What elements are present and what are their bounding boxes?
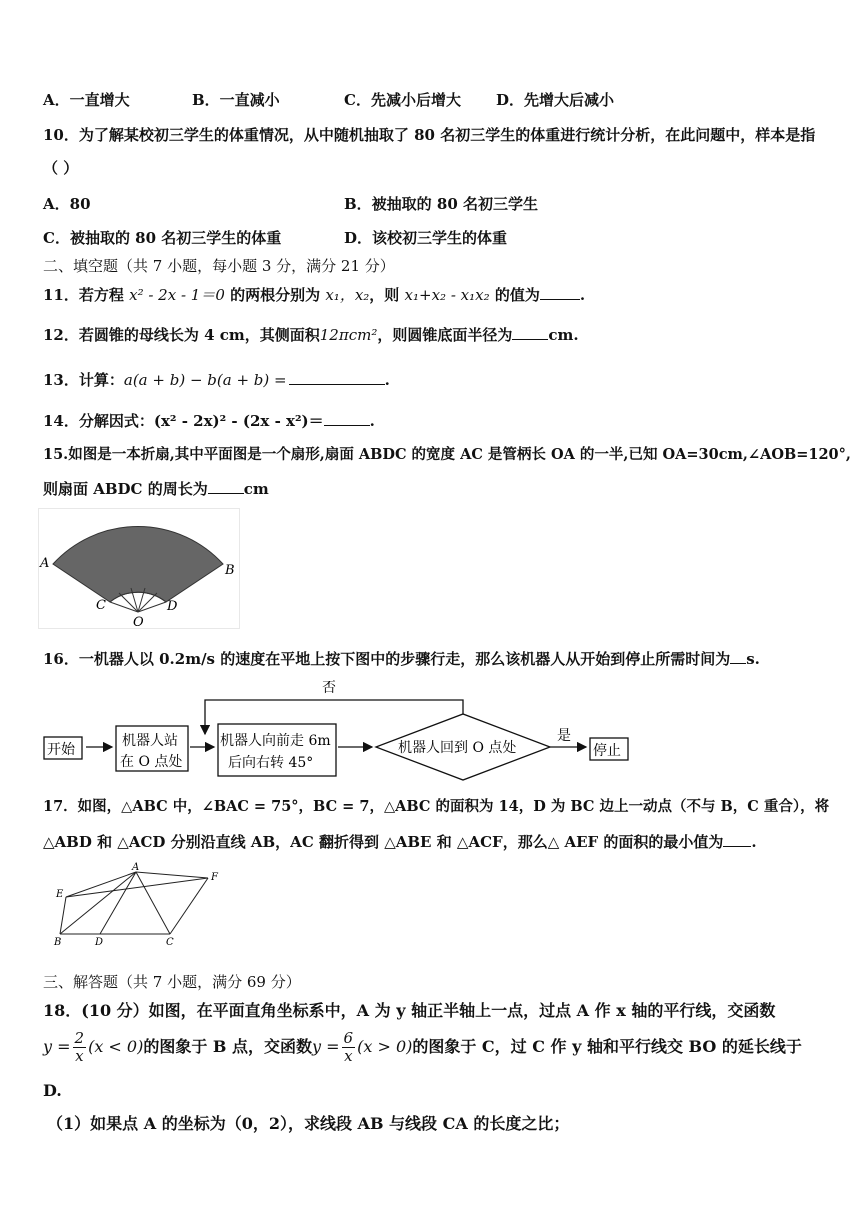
- seg-eb: [60, 897, 66, 934]
- seg-ac: [136, 872, 170, 934]
- fan-label-o: O: [133, 615, 144, 630]
- q11-expression: x₁+x₂ - x₁x₂: [404, 286, 490, 304]
- flow-stand-line2: 在 O 点处: [120, 754, 183, 770]
- q18-f1-lhs: y =: [43, 1037, 71, 1056]
- q15-stem: 15.如图是一本折扇,其中平面图是一个扇形,扇面 ABDC 的宽度 AC 是管柄长 OA 的一半,已知 OA=30cm,∠AOB=120°,: [43, 446, 851, 463]
- fan-rib: [138, 602, 166, 612]
- q10-option-d: D．该校初三学生的体重: [344, 229, 508, 247]
- fan-label-b: B: [225, 563, 235, 578]
- q16-text: 16．一机器人以 0.2m/s 的速度在平地上按下图中的步骤行走，那么该机器人从开始到停止所需时间为: [43, 650, 731, 668]
- q15-line2: 则扇面 ABDC 的周长为: [43, 480, 208, 498]
- q9-option-a: A．一直增大: [43, 91, 130, 109]
- q11-mid: 的两根分别为: [224, 286, 326, 304]
- flow-no-label: 否: [322, 680, 336, 696]
- q13: [43, 370, 390, 390]
- q11-post: 的值为: [489, 286, 540, 304]
- flow-step-line1: 机器人向前走 6m: [220, 733, 331, 749]
- flow-decision-label: 机器人回到 O 点处: [398, 740, 517, 756]
- q18-f2-condition: (x > 0): [357, 1037, 413, 1056]
- q13-end: .: [384, 371, 390, 389]
- robot-flowchart: [40, 676, 640, 788]
- q10-option-c: C．被抽取的 80 名初三学生的体重: [43, 229, 282, 247]
- q17-end: .: [751, 833, 757, 851]
- tri-label-e: E: [56, 889, 64, 900]
- q17-answer-blank: [723, 832, 751, 847]
- tri-label-d: D: [95, 937, 104, 948]
- q11-mid2: ，则: [369, 286, 405, 304]
- q11: [43, 285, 585, 305]
- q14-answer-blank: [324, 411, 370, 426]
- fan-label-a: A: [40, 556, 50, 571]
- q14: [43, 411, 375, 431]
- q9-option-c: C．先减小后增大: [344, 91, 461, 109]
- q12-prefix: 12．若圆锥的母线长为 4 cm，其侧面积: [43, 326, 320, 344]
- q12-post: ，则圆锥底面半径为: [377, 326, 513, 344]
- q9-option-d: D．先增大后减小: [496, 91, 615, 109]
- q10-stem: 10．为了解某校初三学生的体重情况，从中随机抽取了 80 名初三学生的体重进行统计分析，在此问题中，样本是指: [43, 126, 816, 144]
- triangle-figure: [48, 862, 228, 950]
- tri-label-a: A: [132, 862, 140, 873]
- q15-stem-line2: [43, 479, 269, 499]
- q16-unit: s.: [746, 650, 760, 668]
- flow-stand-line1: 机器人站: [122, 733, 178, 749]
- q12: [43, 325, 579, 345]
- q18-f1-condition: (x < 0): [88, 1037, 144, 1056]
- q16: [43, 649, 760, 669]
- q17-line2: △ABD 和 △ACD 分别沿直线 AB，AC 翻折得到 △ABE 和 △ACF，那么△ AEF 的面积的最小值为: [43, 833, 724, 851]
- q18-post: 的图象于 C，过 C 作 y 轴和平行线交 BO 的延长线于: [412, 1037, 802, 1056]
- fan-label-d: D: [167, 599, 178, 614]
- q11-end: .: [579, 286, 586, 304]
- q18-functions-line: [43, 1028, 802, 1066]
- q15-answer-blank: [208, 479, 244, 494]
- fan-face: [53, 526, 223, 602]
- q18-f1-fraction: [73, 1030, 87, 1065]
- q11-answer-blank: [540, 285, 580, 300]
- section3-title: 三、解答题（共 7 小题，满分 69 分）: [43, 973, 301, 991]
- fan-figure: [38, 508, 240, 630]
- q18-f2-fraction: [342, 1030, 356, 1065]
- q9-option-b: B．一直减小: [192, 91, 280, 109]
- seg-ab: [60, 872, 136, 934]
- q18-stem: 18．(10 分）如图，在平面直角坐标系中，A 为 y 轴正半轴上一点，过点 A 作 x 轴的平行线，交函数: [43, 1001, 776, 1020]
- seg-af: [136, 872, 208, 878]
- q18-line3: D.: [43, 1081, 62, 1100]
- flow-step-line2: 后向右转 45°: [228, 755, 314, 771]
- q12-area: 12πcm²: [319, 326, 378, 344]
- seg-fc: [170, 878, 208, 934]
- q10-answer-paren: （ ）: [43, 159, 79, 177]
- q11-roots: x₁，x₂: [325, 286, 370, 304]
- tri-label-b: B: [54, 937, 62, 948]
- q18-f1-numerator: 2: [74, 1029, 85, 1047]
- q13-expression: a(a + b) − b(a + b) =: [123, 371, 287, 389]
- q18-f1-denominator: x: [75, 1047, 84, 1065]
- q10-option-a: A．80: [43, 195, 91, 213]
- fan-label-c: C: [96, 598, 106, 613]
- q18-f2-denominator: x: [344, 1047, 353, 1065]
- q13-prefix: 13．计算：: [43, 371, 124, 389]
- tri-label-f: F: [211, 872, 218, 883]
- q11-prefix: 11．若方程: [43, 286, 130, 304]
- fan-rib: [110, 602, 138, 612]
- tri-label-c: C: [166, 937, 174, 948]
- section2-title: 二、填空题（共 7 小题，每小题 3 分，满分 21 分）: [43, 257, 395, 275]
- q16-answer-blank: [730, 649, 746, 664]
- q14-end: .: [369, 412, 375, 430]
- seg-ae: [66, 872, 136, 897]
- q12-end: cm.: [548, 326, 579, 344]
- q18-f2-lhs: y =: [312, 1037, 340, 1056]
- flow-stop-label: 停止: [593, 743, 621, 759]
- q13-answer-blank: [289, 370, 385, 385]
- q10-option-b: B．被抽取的 80 名初三学生: [344, 195, 538, 213]
- q14-text: 14．分解因式：(x² - 2x)² - (2x - x²)＝: [43, 412, 324, 430]
- q17-stem-line2: [43, 832, 757, 852]
- q12-answer-blank: [512, 325, 548, 340]
- flow-start-label: 开始: [47, 742, 75, 758]
- q11-equation: x² - 2x - 1＝0: [129, 286, 225, 304]
- q17-stem: 17．如图，△ABC 中，∠BAC = 75°，BC = 7，△ABC 的面积为 14，D 为 BC 边上一动点（不与 B，C 重合），将: [43, 798, 830, 815]
- q18-f2-numerator: 6: [343, 1029, 354, 1047]
- seg-ef: [66, 878, 208, 897]
- q18-sub1: （1）如果点 A 的坐标为（0，2），求线段 AB 与线段 CA 的长度之比；: [47, 1114, 570, 1133]
- q15-unit: cm: [243, 480, 269, 498]
- seg-ad: [100, 872, 136, 934]
- q18-mid: 的图象于 B 点，交函数: [143, 1037, 313, 1056]
- flow-yes-label: 是: [557, 728, 571, 744]
